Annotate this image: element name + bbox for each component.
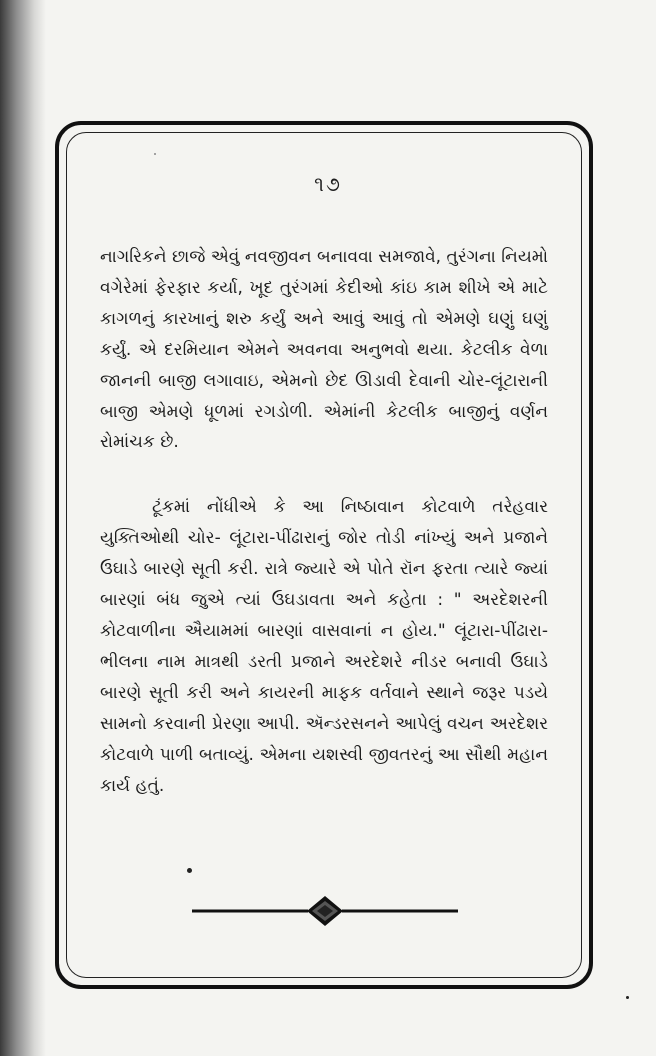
ink-speck [154, 153, 156, 155]
page-body [100, 242, 548, 801]
book-spine-shadow [0, 0, 46, 1056]
page-number: ૧૭ [314, 172, 342, 196]
paragraph-1: નાગરિકને છાજે એવું નવજીવન બનાવવા સમજાવે, તુરંગના નિયમો વગેરેમાં ફેરફાર કર્યા, ખૂદ તુરંગમાં કેદીઓ કાંઇ કામ શીખે એ માટે કાગળનું કારખાનું શરુ કર્યું અને આવું આવું તો એમણે ઘણું ઘણું કર્યું. એ દરમિયાન એમને અવનવા અનુભવો થયા. કેટલીક વેળા જાનની બાજી લગાવાઇ, એમનો છેદ ઊડાવી દેવાની ચોર-લૂંટારાની બાજી એમણે ધૂળમાં રગડોળી. એમાંની કેટલીક બાજીનું વર્ણન રોમાંચક છે. [100, 247, 548, 453]
paragraph-2: ટૂંકમાં નોંધીએ કે આ નિષ્ઠાવાન કોટવાળે તરેહવાર યુક્તિઓથી ચોર- લૂંટારા-પીંઢારાનું જોર તોડી નાંખ્યું અને પ્રજાને ઉઘાડે બારણે સૂતી કરી. રાત્રે જ્યારે એ પોતે રૉન ફરતા ત્યારે જ્યાં બારણાં બંધ જુએ ત્યાં ઉઘડાવતા અને કહેતા : " અરદેશરની કોટવાળીના ઐયામમાં બારણાં વાસવાનાં ન હોય." લૂંટારા-પીંઢારા-ભીલના નામ માત્રથી ડરતી પ્રજાને અરદેશરે નીડર બનાવી ઉઘાડે બારણે સૂતી કરી અને કાયરની માફક વર્તવાને સ્થાને જરૂર પડયે સામનો કરવાની પ્રેરણા આપી. ઍન્ડરસનને આપેલું વચન અરદેશર કોટવાળે પાળી બતાવ્યું. એમના યશસ્વી જીવતરનું આ સૌથી મહાન કાર્ય હતું. [100, 497, 548, 796]
ink-speck [626, 996, 629, 999]
diamond-divider-icon [190, 896, 460, 928]
ink-speck [187, 868, 192, 873]
